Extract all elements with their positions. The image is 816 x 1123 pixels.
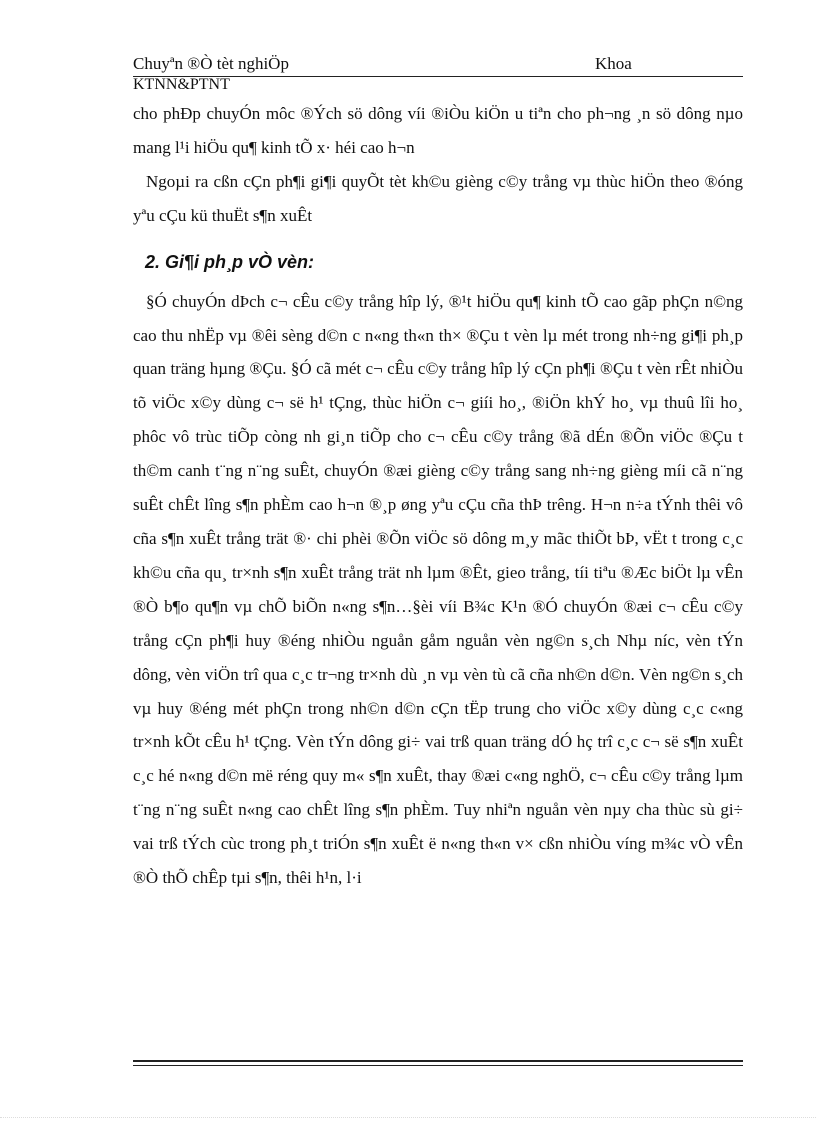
footer-rule-thin: [133, 1065, 743, 1066]
header-faculty: Khoa: [595, 54, 632, 73]
page-edge: [0, 1117, 816, 1118]
page-header: [133, 54, 743, 76]
header-department: KTNN&PTNT: [133, 76, 230, 93]
paragraph-1: cho phÐp chuyÓn môc ®Ých sö dông víi ®iÒu kiÖn u tiªn cho ph¬ng ¸n sö dông nµo mang l¹i hiÖu qu¶ kinh tÕ x· héi cao h¬n: [133, 104, 743, 157]
paragraph-3: §Ó chuyÓn dÞch c¬ cÊu c©y trång hîp lý, ®¹t hiÖu qu¶ kinh tÕ cao gãp phÇn n©ng cao thu nhËp vµ ®êi sèng d©n c n«ng th«n th× ®Çu t vèn lµ mét trong nh÷ng gi¶i ph¸p quan träng hµng ®Çu. §Ó cã mét c¬ cÊu c©y trång hîp lý cÇn ph¶i ®Çu t vèn rÊt nhiÒu tõ viÖc x©y dùng c¬ së h¹ tÇng, thùc hiÖn c¬ giíi ho¸, ®iÖn khÝ ho¸ vµ thuû lîi ho¸ phôc vô trùc tiÕp còng nh gi¸n tiÕp cho c¬ cÊu c©y trång ®ã dÉn ®Õn viÖc ®Çu t th©m canh t¨ng n¨ng suÊt, chuyÓn ®æi gièng c©y trång sang nh÷ng gièng míi cã n¨ng suÊt chÊt lîng s¶n phÈm cao h¬n ®¸p øng yªu cÇu cña thÞ trêng. H¬n n÷a tÝnh thêi vô cña s¶n xuÊt trång trät ®· chi phèi ®Õn viÖc sö dông m¸y mãc thiÕt bÞ, vËt t trong c¸c kh©u cña qu¸ tr×nh s¶n xuÊt trång trät nh lµm ®Êt, gieo trång, tíi tiªu ®Æc biÖt lµ vÊn ®Ò b¶o qu¶n vµ chÕ biÕn n«ng s¶n…§èi víi B¾c K¹n ®Ó chuyÓn ®æi c¬ cÊu c©y trång cÇn ph¶i huy ®éng nhiÒu nguån gåm nguån vèn ng©n s¸ch Nhµ níc, vèn tÝn dông, vèn viÖn trî qua c¸c tr¬ng tr×nh dù ¸n vµ vèn tù cã cña nh©n d©n. Vèn ng©n s¸ch vµ huy ®éng mét phÇn trong nh©n d©n cÇn tËp trung cho viÖc x©y dùng c¸c c«ng tr×nh kÕt cÊu h¹ tÇng. Vèn tÝn dông gi÷ vai trß quan träng dÓ hç trî c¸c c¬ së s¶n xuÊt c¸c hé n«ng d©n më réng quy m« s¶n xuÊt, thay ®æi c«ng nghÖ, c¬ cÊu c©y trång lµm t¨ng n¨ng suÊt n«ng cao chÊt lîng s¶n phÈm. Tuy nhiªn nguån vèn nµy cha thùc sù gi÷ vai trß tÝch cùc trong ph¸t triÓn s¶n xuÊt ë n«ng th«n v× cßn nhiÒu víng m¾c vÒ vÊn ®Ò thÕ chÊp tµi s¶n, thêi h¹n, l·i: [133, 291, 743, 888]
footer-rule-thick: [133, 1060, 743, 1062]
header-thesis-title: Chuyªn ®Ò tèt nghiÖp: [133, 54, 289, 73]
paragraph-2: Ngoµi ra cßn cÇn ph¶i gi¶i quyÕt tèt kh©u gièng c©y trång vµ thùc hiÖn theo ®óng yªu cÇu kü thuËt s¶n xuÊt: [133, 171, 743, 225]
page-body: [133, 97, 743, 895]
section-heading: 2. Gi¶i ph¸p vÒ vèn:: [145, 251, 315, 272]
